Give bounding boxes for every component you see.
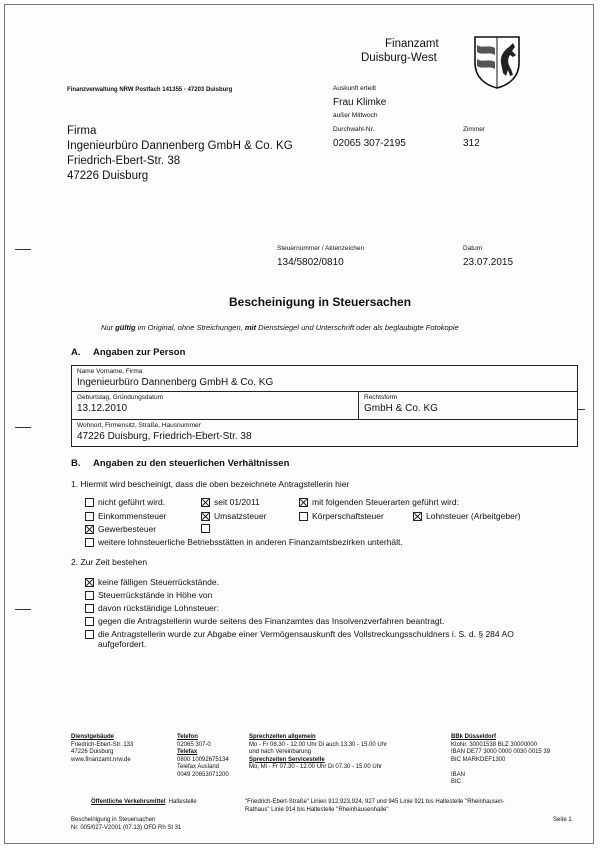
birth-value: 13.12.2010 [77, 403, 128, 414]
item-1-text: 1. Hiermit wird bescheinigt, dass die oben bezeichnete Antragstellerin hier [71, 479, 350, 489]
legal-form-value: GmbH & Co. KG [364, 403, 438, 414]
footer-hours: Sprechzeiten allgemein Mo - Fr 08.30 - 12.00 Uhr Di auch 13.30 - 15.00 Uhr und nach Vereinbarung Sprechzeiten Servicestelle Mo, Mi - Fr 07.30 - 12.00 Uhr Di 07.30 - 15.00 Uhr [249, 734, 388, 770]
checkbox-empty [85, 604, 94, 613]
checkbox-checked [201, 512, 210, 521]
recipient-city: 47226 Duisburg [67, 170, 149, 182]
footer-bank: BBk Düsseldorf KtoNr. 30001538 BLZ 30000000 IBAN DE77 3000 0000 0030 0015 39 BIC MARKDEF1300 IBAN BIC [451, 734, 551, 785]
info-label: Auskunft erteilt [333, 85, 376, 92]
document-date: 23.07.2015 [463, 257, 514, 268]
date-label: Datum [463, 245, 483, 252]
person-data-table [71, 365, 578, 447]
address-value: 47226 Duisburg, Friedrich-Ebert-Str. 38 [77, 431, 252, 442]
asset-disclosure-cont: aufgefordert. [98, 639, 147, 649]
section-b-title: Angaben zu den steuerlichen Verhältnissen [93, 458, 290, 469]
name-cell [72, 366, 577, 392]
checkbox-empty [85, 498, 94, 507]
office-name-line2: Duisburg-West [361, 52, 437, 64]
footer-form-number: Bescheinigung in Steuersachen Nr. 005/027-V2001 (07.13) OFD Rh St 31 [71, 817, 182, 831]
option-since: seit 01/2011 [201, 497, 260, 507]
option-no-arrears: keine fälligen Steuerrückstände. [85, 577, 219, 587]
document-title: Bescheinigung in Steuersachen [229, 295, 412, 309]
option-wage-arrears: davon rückständige Lohnsteuer: [85, 603, 219, 613]
checkbox-empty [85, 538, 94, 547]
checkbox-empty [85, 591, 94, 600]
fold-mark [577, 409, 585, 410]
checkbox-checked [201, 498, 210, 507]
option-vat: Umsatzsteuer [201, 511, 266, 521]
checkbox-checked [299, 498, 308, 507]
sender-line: Finanzverwaltung NRW Postfach 141355 - 47203 Duisburg [67, 87, 233, 93]
section-b-label: B. [71, 458, 81, 469]
recipient-line1: Firma [67, 125, 97, 137]
recipient-street: Friedrich-Ebert-Str. 38 [67, 155, 181, 167]
tax-number-label: Steuernummer / Aktenzeichen [277, 245, 365, 252]
phone-label: Durchwahl-Nr. [333, 126, 375, 133]
absence-note: außer Mittwoch [333, 112, 378, 119]
footer-building: Dienstgebäude Friedrich-Ebert-Str. 133 47226 Duisburg www.finanzamt.nrw.de [71, 734, 134, 763]
fold-mark [15, 609, 31, 610]
option-trade-tax: Gewerbesteuer [85, 524, 156, 534]
fold-mark [15, 249, 31, 250]
option-not-managed: nicht geführt wird. [85, 497, 165, 507]
checkbox-empty [299, 512, 308, 521]
validity-note: Nur gültig im Original, ohne Streichungen, mit Dienstsiegel und Unterschrift oder als beglaubigte Fotokopie [101, 323, 459, 332]
name-value: Ingenieurbüro Dannenberg GmbH & Co. KG [77, 377, 274, 388]
document-page [4, 4, 594, 844]
legal-form-label: Rechtsform [364, 394, 398, 401]
recipient-company: Ingenieurbüro Dannenberg GmbH & Co. KG [67, 140, 293, 152]
nrw-coat-of-arms-icon [473, 35, 521, 89]
checkbox-empty [85, 617, 94, 626]
option-more-sites: weitere lohnsteuerliche Betriebsstätten in anderen Finanzamtsbezirken unterhält. [85, 537, 403, 547]
option-insolvency: gegen die Antragstellerin wurde seitens des Finanzamtes das Insolvenzverfahren beantragt. [85, 616, 444, 626]
checkbox-checked [85, 578, 94, 587]
name-label: Name Vorname, Firma [77, 368, 143, 375]
option-blank [201, 524, 214, 533]
page-number: Seite 1 [553, 817, 572, 823]
footer-transit-title: Öffentliche Verkehrsmittel: Haltestelle [91, 799, 197, 805]
room-number: 312 [463, 138, 480, 149]
checkbox-checked [85, 525, 94, 534]
option-wage-tax: Lohnsteuer (Arbeitgeber) [413, 511, 521, 521]
option-arrears: Steuerrückstände in Höhe von [85, 590, 212, 600]
address-cell [72, 420, 577, 446]
option-asset-disclosure: die Antragstellerin wurde zur Abgabe einer Vermögensauskunft des Vollstreckungsschuldners i. S. d. § 284 AO [85, 629, 514, 639]
contact-person: Frau Klimke [333, 97, 387, 108]
footer-transit: "Friedrich-Ebert-Straße" Linien 912,923,924, 927 und 945 Linie 921 bis Haltestelle "Rheinhausen- Rathaus" Linie 914 bis Haltestelle "Rheinhausenhalle" [245, 799, 505, 813]
room-label: Zimmer [463, 126, 486, 133]
tax-number: 134/5802/0810 [277, 257, 344, 268]
option-corporate-tax: Körperschaftsteuer [299, 511, 384, 521]
option-tax-types: mit folgenden Steuerarten geführt wird: [299, 497, 459, 507]
office-name-line1: Finanzamt [385, 38, 439, 50]
legal-form-cell [359, 392, 577, 420]
section-a-label: A. [71, 347, 81, 358]
checkbox-empty [201, 524, 210, 533]
section-a-title: Angaben zur Person [93, 347, 186, 358]
birth-label: Geburtstag, Gründungsdatum [77, 394, 163, 401]
option-income-tax: Einkommensteuer [85, 511, 167, 521]
checkbox-empty [85, 512, 94, 521]
phone-number: 02065 307-2195 [333, 138, 406, 149]
footer-phone: Telefon 02065 307-0 Telefax 0800 10092675134 Telefax Ausland 0049 20653071200 [177, 734, 229, 778]
address-label: Wohnort, Firmensitz, Straße, Hausnummer [77, 422, 201, 429]
birth-cell [72, 392, 359, 420]
item-2-text: 2. Zur Zeit bestehen [71, 557, 148, 567]
checkbox-empty [85, 630, 94, 639]
checkbox-checked [413, 512, 422, 521]
fold-mark [15, 427, 31, 428]
